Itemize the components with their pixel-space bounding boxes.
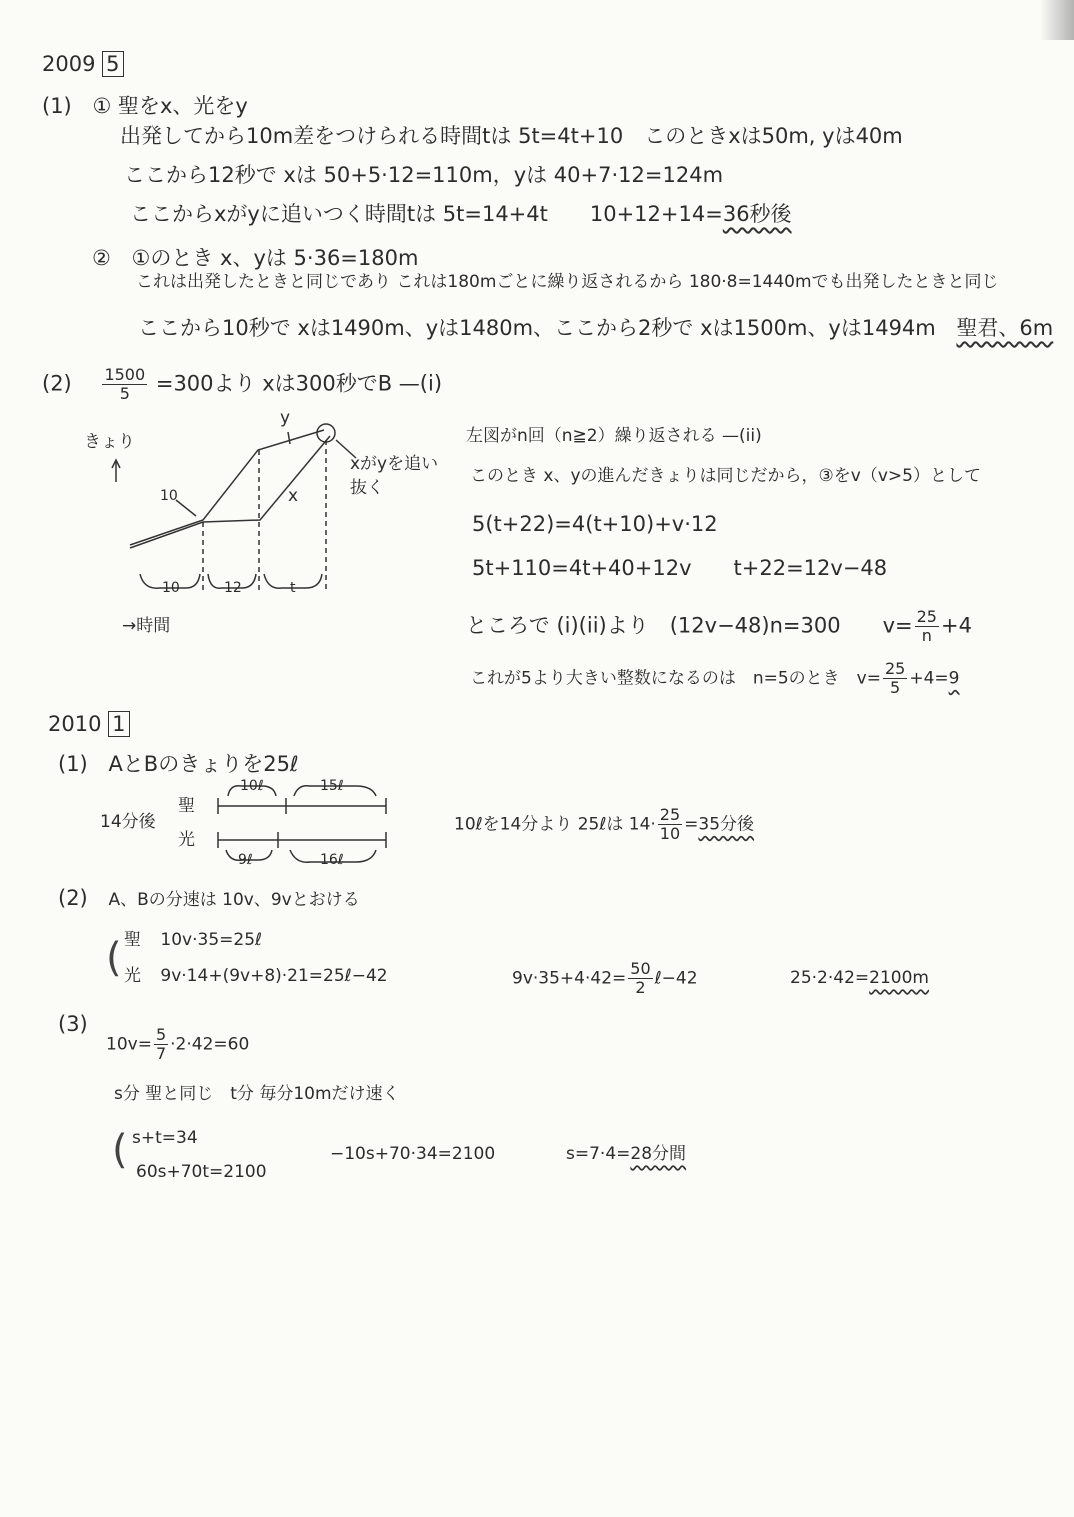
frac-num: 5 <box>155 1025 167 1044</box>
p3-mid-eq: −10s+70·34=2100 <box>330 1144 496 1164</box>
line-12-seconds: ここから12秒で xは 50+5·12=110m，yは 40+7·12=124m <box>124 163 724 187</box>
circle-1: ① <box>92 94 112 118</box>
answer-36s: 36秒後 <box>722 202 792 226</box>
diagram-label-x: x <box>288 486 299 506</box>
eq-hikari-label: 光 <box>124 966 141 986</box>
part-2-label: (2) <box>42 371 72 396</box>
frac-den: 7 <box>155 1044 167 1063</box>
p1-2010-label: (1) <box>58 752 88 776</box>
p2-right-text: 25·2·42= <box>790 968 870 988</box>
answer-6m: 聖君、6m <box>956 316 1054 340</box>
diagram-note: xがyを追い抜く <box>350 454 439 498</box>
fraction-50-2 <box>628 960 652 997</box>
catch-up-text: ここからxがyに追いつく時間tは 5t=14+4t 10+12+14= <box>130 202 723 226</box>
p1-right-eq: = <box>684 814 699 835</box>
p2-mid-tail: ℓ−42 <box>654 968 698 989</box>
part-1-label: (1) <box>42 94 72 118</box>
system-bracket-2: ( <box>112 1127 128 1173</box>
eq4-text: これが5より大きい整数になるのは n=5のとき v= <box>470 668 881 689</box>
p2-2010-label: (2) <box>58 886 88 910</box>
answer-28min: 28分間 <box>630 1144 687 1164</box>
p1-2010-right <box>454 806 754 843</box>
line-10m-gap: 出発してから10m差をつけられる時間tは 5t=4t+10 このときxは50m, yは40m <box>120 124 903 148</box>
frac-num: 25 <box>916 607 937 626</box>
diagram-y-axis-label: きょり <box>84 432 135 452</box>
eq4-tail: +4= <box>909 668 949 689</box>
seg-16l: 16ℓ <box>320 852 344 868</box>
p2-mid-text: 9v·35+4·42= <box>512 968 627 989</box>
p1-right-text: 10ℓを14分より 25ℓは 14· <box>454 814 656 835</box>
frac-den: 5 <box>890 678 901 697</box>
text-1490: ここから10秒で xは1490m、yは1480m、ここから2秒で xは1500m、yは1494m <box>138 316 936 340</box>
answer-9: 9 <box>948 668 960 689</box>
p3-2010-label: (3) <box>58 1012 88 1036</box>
eq-hikari-text: 9v·14+(9v+8)·21=25ℓ−42 <box>160 966 388 986</box>
sys-eq-1: s+t=34 <box>132 1128 198 1148</box>
interval-t: t <box>290 580 296 596</box>
p2-2010-text: A、Bの分速は 10v、9vとおける <box>108 890 360 910</box>
eq-hikari <box>124 964 388 988</box>
frac-den: 5 <box>119 384 130 403</box>
eq-sei-label: 聖 <box>124 930 141 950</box>
p1-2010-text: AとBのきょりを25ℓ <box>108 752 299 776</box>
frac-den: 2 <box>635 978 646 997</box>
p3-eq-b: ·2·42=60 <box>170 1034 250 1055</box>
right-line-repeat: 左図がn回（n≧2）繰り返される —(ii) <box>466 426 762 446</box>
text-300s: =300より xは300秒でB —(i) <box>155 371 443 396</box>
system-bracket-1: ( <box>106 935 122 981</box>
interval-10: 10 <box>162 580 180 596</box>
frac-num: 25 <box>884 659 906 678</box>
answer-35min: 35分後 <box>698 814 755 835</box>
p2-right-eq <box>790 966 929 990</box>
p3-right-text: s=7·4= <box>566 1144 631 1164</box>
p2-mid-eq <box>512 960 698 997</box>
problem-number-2009: 5 <box>102 51 123 77</box>
eq-sei-text: 10v·35=25ℓ <box>160 930 263 950</box>
right-line-distance: このとき x、yの進んだきょりは同じだから，③をv（v>5）として <box>470 466 981 486</box>
fraction-25-10 <box>658 806 682 843</box>
label-sei: 聖 <box>178 796 195 816</box>
line-repeat: これは出発したときと同じであり これは180mごとに繰り返されるから 180·8=1440mでも出発したときと同じ <box>136 272 999 292</box>
year-2009: 2009 <box>42 52 96 76</box>
diagram-x-axis-label: →時間 <box>122 616 171 636</box>
eq3-tail: +4 <box>940 613 972 638</box>
sys-eq-2: 60s+70t=2100 <box>136 1162 267 1182</box>
diagram-label-y: y <box>280 408 291 428</box>
fraction-5-7 <box>154 1026 168 1063</box>
p2-2010-header <box>58 886 360 912</box>
label-14min: 14分後 <box>100 812 156 832</box>
circle-2: ② <box>92 246 111 270</box>
right-eq-1: 5(t+22)=4(t+10)+v·12 <box>472 512 718 536</box>
p3-eq <box>106 1026 249 1063</box>
interval-12: 12 <box>224 580 242 596</box>
frac-num: 25 <box>659 805 681 824</box>
seg-10l: 10ℓ <box>240 778 264 794</box>
eq-sei <box>124 928 262 952</box>
variable-definition: 聖をx、光をy <box>117 94 248 118</box>
diagram-segment-label: 10 <box>160 488 178 504</box>
frac-den: n <box>921 626 932 645</box>
problem-number-2010: 1 <box>108 711 129 737</box>
frac-num: 1500 <box>104 365 146 384</box>
frac-num: 50 <box>630 959 651 978</box>
right-eq-2: 5t+110=4t+40+12v t+22=12v−48 <box>472 556 888 580</box>
seg-15l: 15ℓ <box>320 778 344 794</box>
p3-text: s分 聖と同じ t分 毎分10mだけ速く <box>114 1084 400 1104</box>
seg-9l: 9ℓ <box>238 852 253 868</box>
frac-den: 10 <box>659 824 681 843</box>
text-180m: ①のとき x、yは 5·36=180m <box>131 246 419 270</box>
year-2010: 2010 <box>48 712 102 736</box>
p3-eq-a: 10v= <box>106 1034 152 1055</box>
p3-right-eq <box>566 1142 686 1166</box>
answer-2100m: 2100m <box>869 968 929 988</box>
label-hikari: 光 <box>178 830 195 850</box>
eq3-text: ところで (i)(ii)より (12v−48)n=300 v= <box>466 613 913 638</box>
